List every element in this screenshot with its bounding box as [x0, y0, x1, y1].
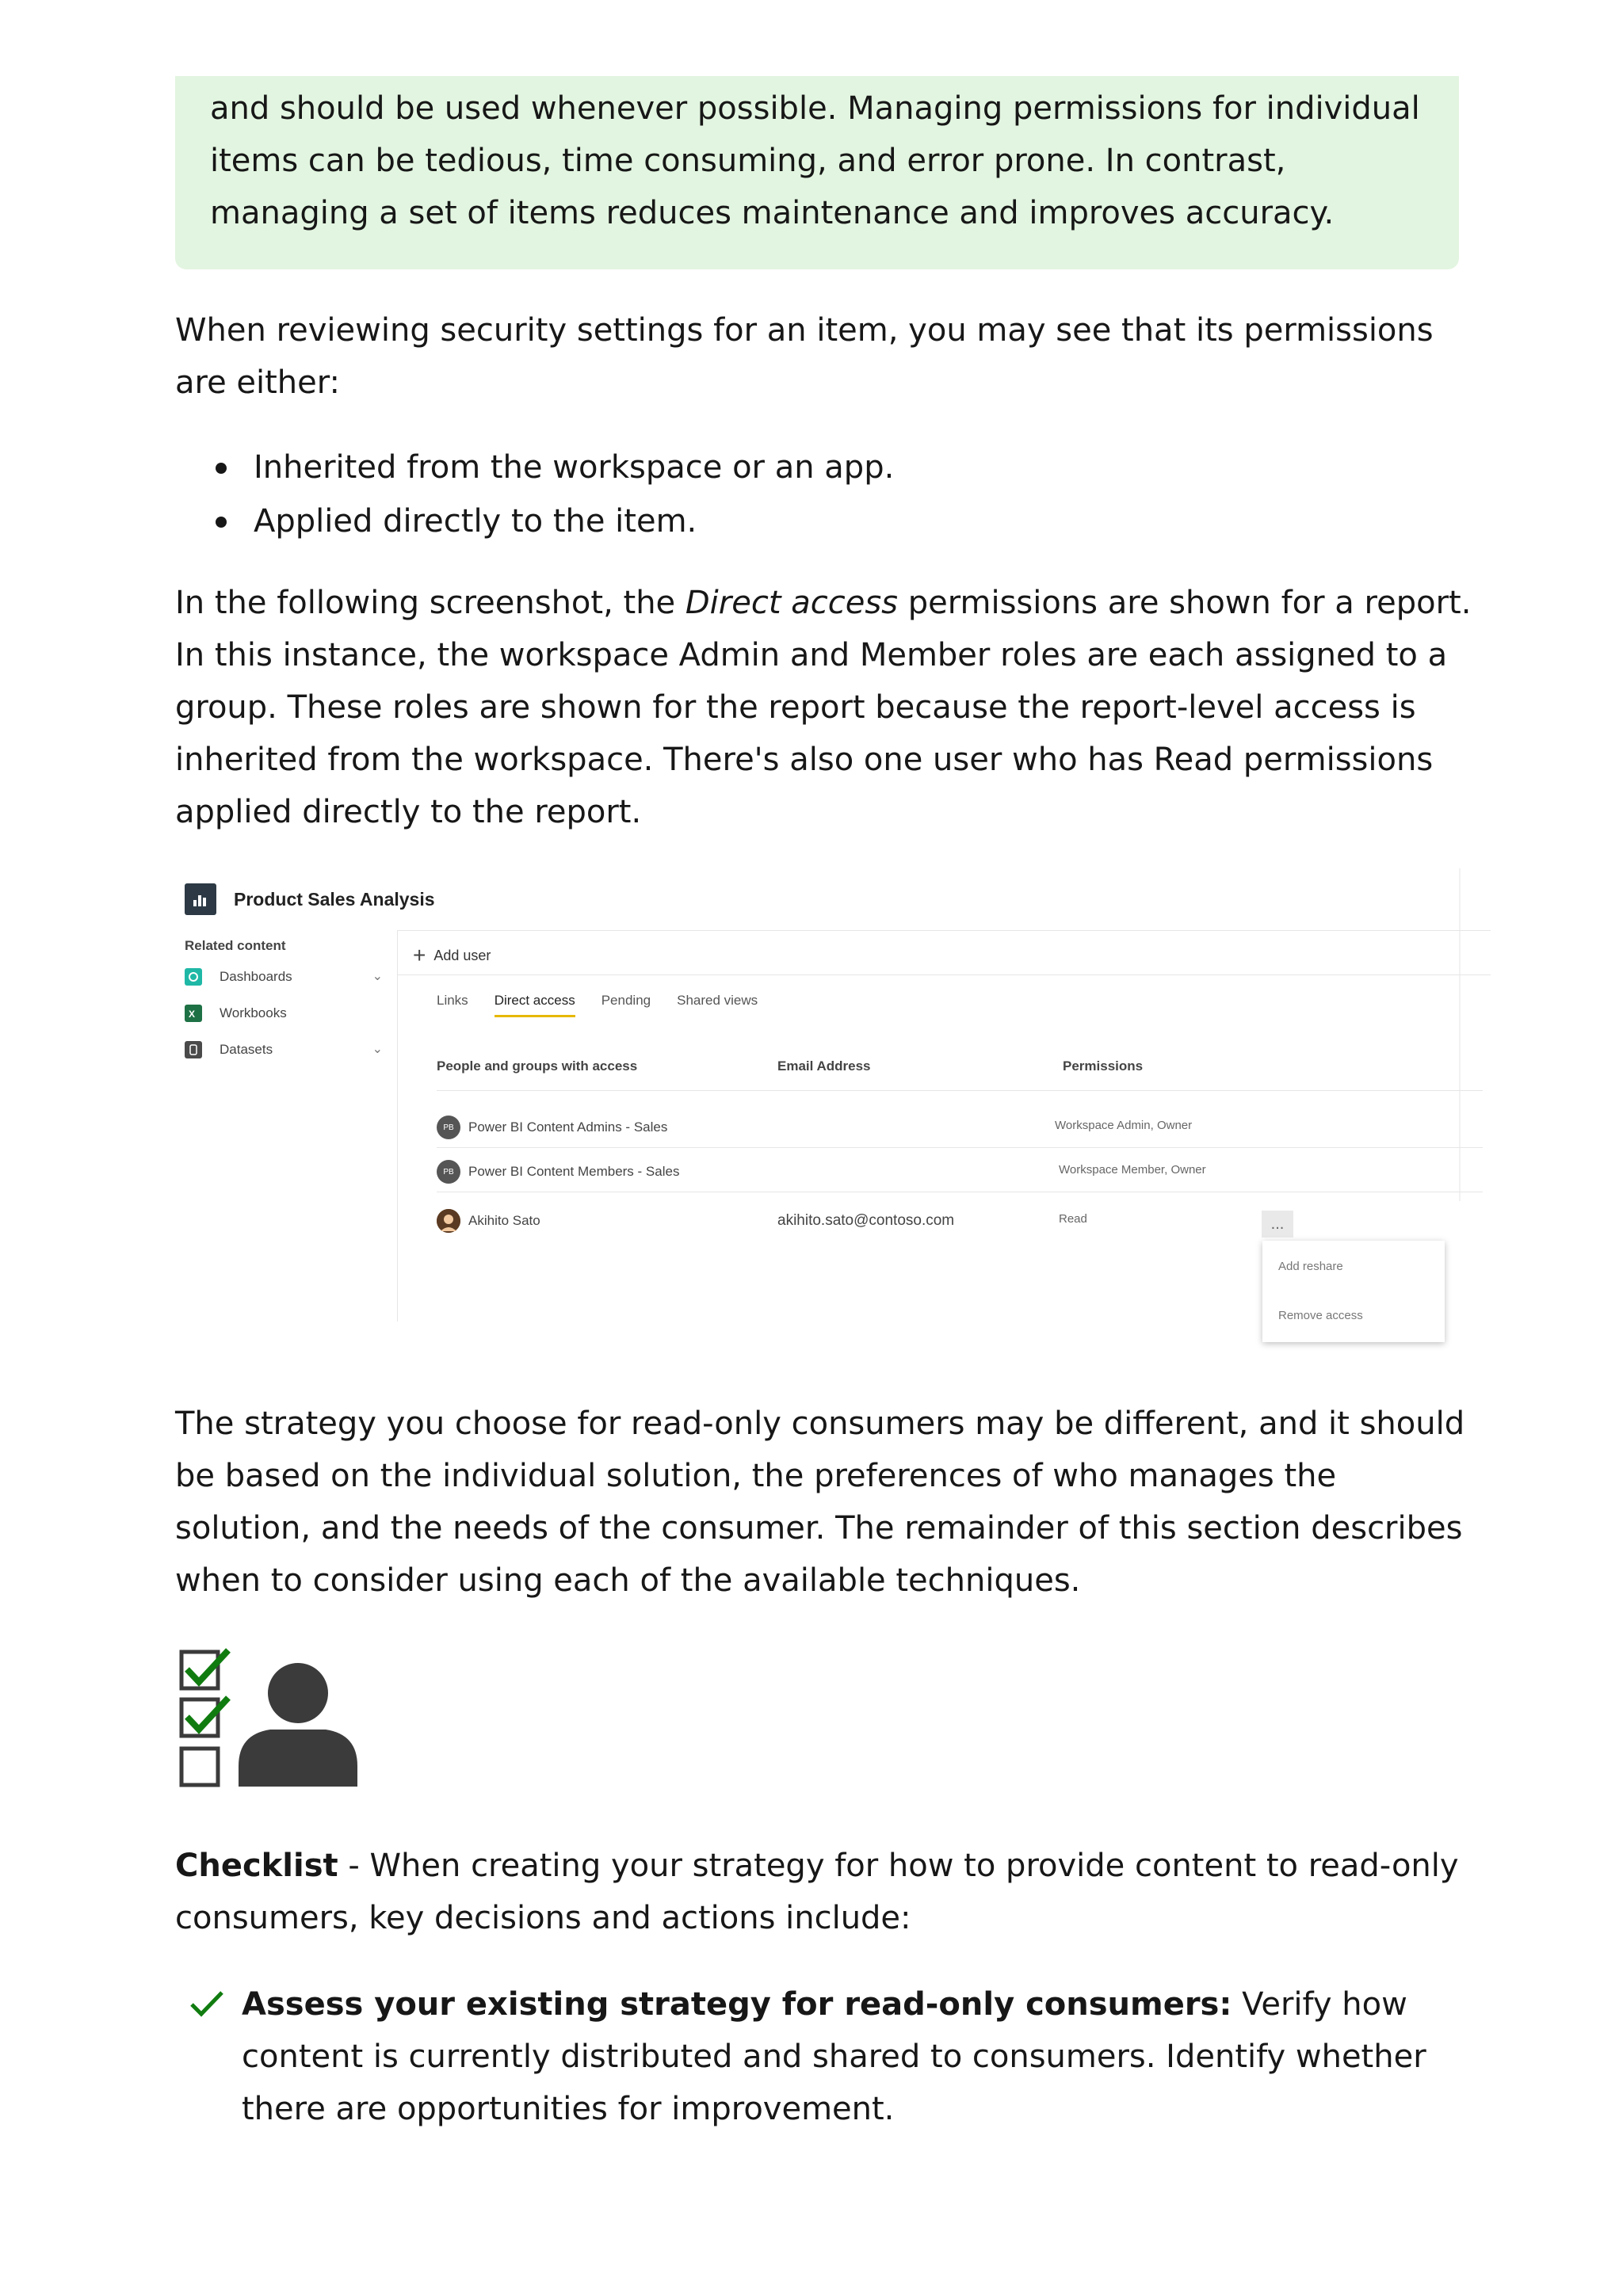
check-item-text [242, 1978, 1475, 2135]
row-name: Power BI Content Admins - Sales [468, 1119, 668, 1135]
divider [397, 930, 1491, 931]
row-name: Power BI Content Members - Sales [468, 1164, 680, 1179]
list-item: Inherited from the workspace or an app. [175, 441, 894, 494]
access-name [437, 1209, 540, 1233]
strategy-paragraph: The strategy you choose for read-only consumers may be different, and it should be based on the individual solution, the preferences of who manages the solution, and the needs of the consumer. The remainder of this section describes when to consider using each of the available techniques. [175, 1405, 1465, 1599]
paragraph-text: permissions are shown for a report. In this instance, the workspace Admin and Member roles are each assigned to a group. These roles are shown for the report because the report-level access is inherited from the workspace. There's also one user who has Read permissions applied directly to the report. [175, 585, 1472, 830]
checklist-person-icon [179, 1647, 361, 1790]
table-row[interactable] [437, 1199, 1483, 1242]
avatar: PB [437, 1160, 460, 1184]
check-item-body: Verify how content is currently distributed and shared to consumers. Identify whether there are opportunities for improvement. [242, 1986, 1426, 2127]
checkmark-icon [189, 1989, 224, 2021]
menu-item-add-reshare[interactable]: Add reshare [1278, 1260, 1343, 1273]
column-header-permissions: Permissions [1063, 1058, 1144, 1074]
sidebar-item-label: Workbooks [220, 1005, 287, 1020]
list-item [175, 1978, 1475, 2135]
row-permission: Workspace Admin, Owner [1055, 1119, 1193, 1132]
list-item: Applied directly to the item. [175, 494, 894, 548]
tab-pending[interactable]: Pending [601, 993, 651, 1008]
svg-text:X: X [189, 1009, 196, 1020]
direct-access-screenshot [175, 868, 1475, 1375]
menu-item-remove-access[interactable]: Remove access [1278, 1309, 1363, 1322]
plus-icon: + [413, 943, 426, 967]
checklist-intro [175, 1840, 1475, 1944]
add-user-button[interactable] [413, 943, 491, 968]
more-options-button[interactable]: ... [1262, 1211, 1293, 1238]
chevron-down-icon[interactable]: ⌄ [372, 1043, 383, 1056]
dashboard-icon [185, 968, 202, 986]
row-permission: Read [1059, 1212, 1087, 1226]
paragraph-text: In the following screenshot, the [175, 585, 685, 621]
divider [437, 1147, 1483, 1148]
row-name: Akihito Sato [468, 1213, 540, 1228]
dataset-icon [185, 1041, 202, 1058]
sidebar-item-workbooks[interactable] [185, 1001, 383, 1025]
row-permission: Workspace Member, Owner [1059, 1163, 1206, 1177]
report-icon [185, 883, 216, 915]
avatar: PB [437, 1116, 460, 1139]
check-item-title: Assess your existing strategy for read-only consumers: [242, 1986, 1232, 2023]
note-text: and should be used whenever possible. Managing permissions for individual items can be tedious, time consuming, and error prone. In contrast, managing a set of items reduces maintenance and improves accuracy. [210, 90, 1420, 231]
divider [397, 974, 1491, 975]
table-row[interactable] [437, 1106, 1483, 1149]
screenshot-paragraph [175, 577, 1475, 838]
emphasis-direct-access: Direct access [685, 585, 899, 621]
report-title: Product Sales Analysis [234, 888, 435, 910]
related-content-label: Related content [185, 938, 286, 953]
note-callout [175, 76, 1459, 269]
access-name [437, 1116, 667, 1139]
tab-links[interactable]: Links [437, 993, 468, 1008]
access-name [437, 1160, 679, 1184]
row-email[interactable]: akihito.sato@contoso.com [777, 1212, 955, 1229]
context-menu [1262, 1241, 1445, 1342]
sidebar-item-dashboards[interactable] [185, 965, 383, 989]
add-user-label: Add user [433, 947, 491, 963]
intro-paragraph: When reviewing security settings for an item, you may see that its permissions are either: [175, 312, 1434, 401]
divider [397, 930, 398, 1322]
chevron-down-icon[interactable]: ⌄ [372, 970, 383, 983]
excel-icon [185, 1005, 202, 1022]
table-row[interactable] [437, 1150, 1483, 1193]
tab-shared-views[interactable]: Shared views [677, 993, 758, 1008]
sidebar-item-label: Dashboards [220, 969, 292, 984]
avatar [437, 1209, 460, 1233]
column-header-email: Email Address [777, 1058, 871, 1074]
checklist-label: Checklist [175, 1848, 338, 1884]
column-header-people: People and groups with access [437, 1058, 638, 1074]
access-tabs [437, 993, 784, 1017]
sidebar-item-label: Datasets [220, 1042, 273, 1057]
report-header [185, 879, 435, 919]
sidebar-item-datasets[interactable] [185, 1038, 383, 1062]
tab-direct-access[interactable]: Direct access [495, 993, 575, 1017]
divider [437, 1090, 1483, 1091]
permission-source-list [175, 441, 894, 548]
checklist-text: - When creating your strategy for how to provide content to read-only consumers, key decisions and actions include: [175, 1848, 1459, 1936]
